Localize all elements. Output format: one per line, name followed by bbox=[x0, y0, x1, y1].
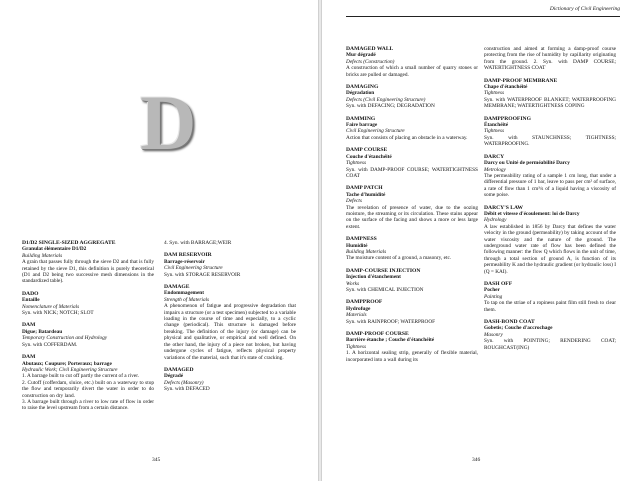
entry-domain: Nomenclature of Materials bbox=[22, 303, 80, 310]
entry-text: A law established in 1856 by Darcy that defines the water velocity in the ground (permeability) by taking account of the water viscosity and the nature of the ground. The underground water rate of flow has been defined the following manner: the flow Q which flows in the unit of time, through a total section of ground A, is function of its permeability K and the hydraulic gradient (or hydraulic loss) I (Q = KAI). bbox=[484, 223, 616, 275]
entry-term: DADO bbox=[22, 290, 39, 297]
entry-term: DAMMING bbox=[346, 115, 376, 122]
entry-text: The permeability rating of a sample 1 cm long, that under a differential pressure of 1 bar, leave to pass per cm² of surface, a rate of flow than 1 cm³/s of a liquid having a viscosity of some poise. bbox=[484, 172, 616, 199]
entry-sense: 1. A barrage built to cut off partly the current of a river. bbox=[22, 373, 139, 380]
page-number-right: 346 bbox=[472, 457, 481, 463]
entry-domain: Hydrology bbox=[484, 217, 507, 224]
entry-sense: 3. A barrage built through a river to low rate of flow in order to raise the level upstream from a certain distance. bbox=[22, 398, 154, 412]
entry-term: DAMP PATCH bbox=[346, 185, 383, 192]
entry-term: DAMP COURSE bbox=[346, 147, 388, 154]
dictionary-entry bbox=[484, 154, 616, 199]
entry-term: D1/D2 SINGLE-SIZED AGGREGATE bbox=[22, 240, 116, 246]
entry-text: Syn. with WATERPROOF BLANKET; WATERPROOFING MEMBRANE; WATERTIGHTNESS COPING bbox=[484, 96, 616, 110]
right-column-1 bbox=[346, 46, 478, 369]
dictionary-entry bbox=[346, 185, 478, 230]
dictionary-entry bbox=[22, 291, 154, 317]
entry-text: To tap on the striae of a ropiness paint film still fresh to clear them. bbox=[484, 300, 616, 313]
entry-domain: Defects (Construction) bbox=[346, 58, 395, 65]
entry-text: Syn. with DEFACING; DEGRADATION bbox=[346, 103, 435, 110]
entry-text: Syn. with DAMP-PROOF COURSE; WATERTIGHTNESS COAT bbox=[346, 166, 478, 179]
entry-domain: Materials bbox=[346, 312, 367, 319]
entry-text: Syn. with STAUNCHNESS; TIGHTNESS; WATERPROOFING. bbox=[484, 134, 616, 148]
dictionary-entry bbox=[346, 116, 478, 142]
entry-french: Humidité bbox=[346, 242, 368, 249]
entry-french: Dégradation bbox=[346, 90, 375, 97]
entry-term: DASH OFF bbox=[484, 281, 513, 287]
left-column-2 bbox=[164, 240, 296, 399]
entry-french: Gobetis; Couche d'accrochage bbox=[484, 325, 553, 332]
dictionary-entry bbox=[484, 116, 616, 148]
entry-domain: Defects (Masonry) bbox=[164, 379, 204, 386]
entry-domain: Civil Engineering Structure bbox=[164, 265, 223, 272]
entry-text: Syn. with NICK; NOTCH; SLOT bbox=[22, 310, 94, 317]
entry-domain: Masonry bbox=[484, 331, 503, 338]
entry-domain: Painting bbox=[484, 293, 503, 300]
dictionary-entry bbox=[346, 331, 478, 363]
entry-text: Syn. with STORAGE RESERVOIR bbox=[164, 271, 241, 278]
entry-french: Étanchéité bbox=[484, 122, 509, 129]
dictionary-entry bbox=[346, 147, 478, 179]
entry-french: Endommagement bbox=[164, 290, 205, 297]
dictionary-entry bbox=[164, 367, 296, 393]
entry-french: Hydrofuge bbox=[346, 305, 371, 312]
entry-french: Dégradé bbox=[164, 373, 184, 380]
entry-french: Chape d'étanchéité bbox=[484, 84, 528, 91]
entry-term: DAMPNESS bbox=[346, 236, 377, 243]
section-letter: D bbox=[140, 79, 197, 166]
entry-term: DAMPPROOFING bbox=[484, 115, 531, 122]
entry-domain: Metrology bbox=[484, 166, 506, 173]
entry-text: 4. Syn. with BARRAGE;WEIR bbox=[164, 240, 232, 246]
entry-french: Injection d'étanchement bbox=[346, 274, 401, 281]
entry-text: Action that consists of placing an obstacle in a waterway. bbox=[346, 134, 468, 141]
entry-domain: Tightness bbox=[346, 343, 367, 350]
entry-french: Entaille bbox=[22, 297, 40, 304]
entry-domain: Strength of Materials bbox=[164, 296, 210, 303]
entry-text: A grain that passes fully through the sieve D2 and that is fully retained by the sieve D1, this definition is purely theoretical (D1 and D2 being two successive mesh dimensions in the standardized table). bbox=[22, 259, 154, 285]
entry-term: DAM bbox=[22, 354, 36, 361]
entry-french: Digue; Batardeau bbox=[22, 328, 63, 335]
entry-french: Mur dégradé bbox=[346, 52, 376, 59]
entry-french: Faire barrage bbox=[346, 122, 378, 129]
dictionary-entry bbox=[346, 46, 478, 78]
entry-french: Débit et vitesse d'écoulement: loi de Darcy bbox=[484, 210, 580, 217]
entry-term: DAMPPROOF bbox=[346, 299, 383, 306]
dictionary-entry bbox=[484, 46, 616, 72]
left-page bbox=[0, 0, 318, 481]
running-header: Dictionary of Civil Engineering bbox=[549, 6, 620, 12]
dictionary-entry bbox=[164, 252, 296, 278]
entry-text: construction and aimed at forming a damp-proof course protecting from the rise of humidity by capillarity originating from the ground. 2. Syn. with DAMP COURSE; WATERTIGHTNESS COAT bbox=[484, 46, 616, 72]
dictionary-entry bbox=[346, 299, 478, 325]
entry-domain: Temporary Construction and Hydrology bbox=[22, 335, 108, 342]
entry-term: DAMAGED bbox=[164, 366, 194, 373]
entry-text: Syn. with DEFACED bbox=[164, 386, 210, 393]
entry-domain: Building Materials bbox=[346, 248, 387, 255]
entry-term: DAMAGE bbox=[164, 284, 190, 291]
dictionary-entry bbox=[484, 78, 616, 110]
entry-text: 1. A horizontal sealing strip, generally of flexible material, incorporated into a wall during its bbox=[346, 350, 478, 363]
entry-text: The moisture content of a ground, a masonry, etc. bbox=[346, 255, 452, 262]
dictionary-entry bbox=[164, 284, 296, 361]
entry-french: Tache d'humidité bbox=[346, 191, 386, 198]
entry-text: Syn. with POINTING; RENDERING COAT; ROUGHCAST(ING) bbox=[484, 338, 616, 351]
dictionary-entry bbox=[346, 84, 478, 110]
page-number-left: 345 bbox=[152, 457, 161, 463]
entry-term: DAMP-PROOF MEMBRANE bbox=[484, 77, 558, 84]
entry-sense: 2. Cutoff (cofferdam, sluice, etc.) built on a waterway to stop the flow and temporarily divert the water in order to do construction on dry land. bbox=[22, 379, 154, 399]
right-page bbox=[322, 0, 640, 481]
entry-term: DARCY bbox=[484, 153, 505, 160]
dictionary-entry bbox=[484, 281, 616, 313]
dictionary-entry bbox=[22, 354, 154, 412]
header-rule bbox=[346, 16, 620, 17]
left-column-1 bbox=[22, 240, 154, 418]
entry-domain: Works bbox=[346, 280, 360, 287]
entry-french: Couche d'étanchéité bbox=[346, 153, 392, 160]
entry-domain: Hydraulic Work; Civil Engineering Structure bbox=[22, 366, 118, 373]
entry-domain: Building Materials bbox=[22, 252, 63, 259]
entry-domain: Tightness bbox=[484, 128, 505, 135]
entry-term: DAMP-PROOF COURSE bbox=[346, 331, 409, 338]
dictionary-entry bbox=[484, 205, 616, 275]
entry-text: The revelation of presence of water, due to the oozing moisture, the streaming or its circulation. These stains appear on the surface of the facing and shows a more or less large extent. bbox=[346, 204, 478, 230]
entry-text: A construction of which a small number of quarry stones or bricks are pulled or damaged. bbox=[346, 65, 478, 78]
entry-term: DAMP-COURSE INJECTION bbox=[346, 267, 421, 274]
entry-french: Barrage-réservoir bbox=[164, 258, 205, 265]
entry-domain: Defects bbox=[346, 198, 362, 205]
entry-domain: Tightness bbox=[346, 160, 367, 167]
entry-term: DARCY'S LAW bbox=[484, 204, 524, 211]
entry-domain: Tightness bbox=[484, 90, 505, 97]
entry-french: Barrière étanche ; Couche d'étanchéité bbox=[346, 337, 435, 344]
dictionary-entry bbox=[22, 322, 154, 348]
dictionary-entry bbox=[484, 319, 616, 351]
entry-domain: Civil Engineering Structure bbox=[346, 128, 405, 135]
dictionary-entry bbox=[164, 240, 296, 246]
dictionary-entry bbox=[346, 236, 478, 262]
entry-domain: Defects (Civil Engineering Structure) bbox=[346, 96, 426, 103]
entry-french: Darcy ou Unité de perméabilité Darcy bbox=[484, 160, 570, 167]
entry-text: Syn. with CHEMICAL INJECTION bbox=[346, 287, 424, 293]
entry-term: DAM RESERVOIR bbox=[164, 252, 212, 259]
entry-french: Abutaux; Coupure; Porteraux; barrage bbox=[22, 360, 112, 367]
entry-french: Pocher bbox=[484, 287, 500, 294]
entry-term: DASH-BOND COAT bbox=[484, 319, 535, 326]
entry-text: A phenomenon of fatigue and progressive degradation that impairs a structure (or a test specimen) subjected to a variable loading in the course of time and especially, to a cyclic change (periodical). This structure is damaged before breaking. The definition of the injury (or damage) can be physical and qualitative, or empirical and well defined. On the other hand, the injury of a piece not broken, but having undergone cycles of fatigue, reflects physical property variations of the material, such that it's state of cracking. bbox=[164, 303, 296, 361]
entry-term: DAMAGING bbox=[346, 84, 379, 91]
entry-text: Syn. with COFFERDAM. bbox=[22, 341, 78, 348]
entry-text: Syn. with RAINPROOF; WATERPROOF bbox=[346, 318, 436, 325]
dictionary-entry bbox=[22, 240, 154, 285]
entry-french: Granulat élémentaire D1/D2 bbox=[22, 246, 87, 253]
right-column-2 bbox=[484, 46, 616, 357]
dictionary-entry bbox=[346, 268, 478, 294]
entry-term: DAM bbox=[22, 322, 36, 329]
entry-term: DAMAGED WALL bbox=[346, 46, 394, 52]
